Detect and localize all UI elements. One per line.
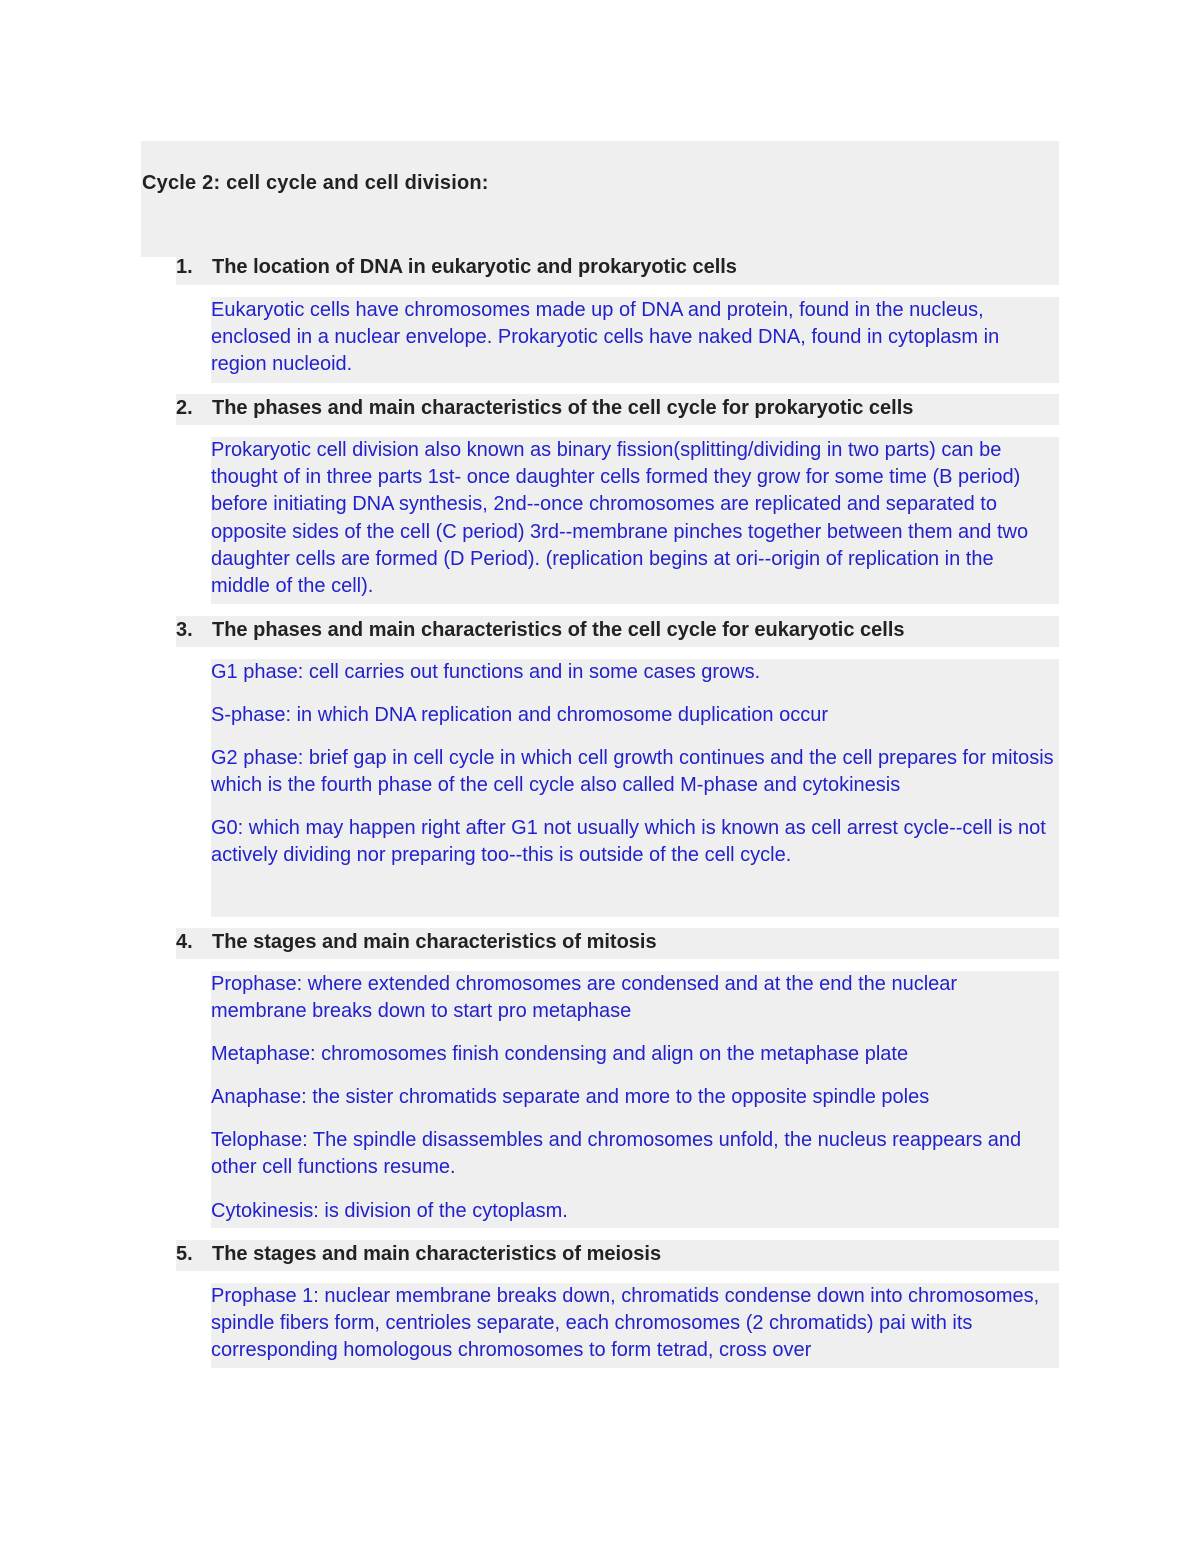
answer-3-2: S-phase: in which DNA replication and chromosome duplication occur <box>211 704 828 726</box>
answer-4-4: Telophase: The spindle disassembles and chromosomes unfold, the nucleus reappears and other cell functions resume. <box>211 1129 1022 1179</box>
answer-4-1: Prophase: where extended chromosomes are condensed and at the end the nuclear membrane breaks down to start pro metaphase <box>211 973 958 1023</box>
question-4-heading: The stages and main characteristics of mitosis <box>212 931 657 953</box>
document-title: Cycle 2: cell cycle and cell division: <box>142 172 489 194</box>
answer-3-3: G2 phase: brief gap in cell cycle in which cell growth continues and the cell prepares for mitosis which is the fourth phase of the cell cycle also called M-phase and cytokinesis <box>211 747 1054 797</box>
answer-1-1: Eukaryotic cells have chromosomes made up of DNA and protein, found in the nucleus, enclosed in a nuclear envelope. Prokaryotic cells have naked DNA, found in cytoplasm in region nucleoid. <box>211 299 1000 376</box>
question-3-number: 3. <box>176 619 193 641</box>
answer-3-4: G0: which may happen right after G1 not usually which is known as cell arrest cycle--cell is not actively dividing nor preparing too--this is outside of the cell cycle. <box>211 817 1046 867</box>
answer-5-1: Prophase 1: nuclear membrane breaks down, chromatids condense down into chromosomes, spindle fibers form, centrioles separate, each chromosomes (2 chromatids) pai with its corresponding homologous chromosomes to form tetrad, cross over <box>211 1285 1040 1362</box>
answer-4-5: Cytokinesis: is division of the cytoplasm. <box>211 1200 568 1222</box>
question-3-heading: The phases and main characteristics of the cell cycle for eukaryotic cells <box>212 619 905 641</box>
answer-4-3: Anaphase: the sister chromatids separate and more to the opposite spindle poles <box>211 1086 930 1108</box>
question-4-number: 4. <box>176 931 193 953</box>
answer-2-1: Prokaryotic cell division also known as binary fission(splitting/dividing in two parts) can be thought of in three parts 1st- once daughter cells formed they grow for some time (B period) before initiating DNA synthesis, 2nd--once chromosomes are replicated and separated to opposite sides of the cell (C period) 3rd--membrane pinches together between them and two daughter cells are formed (D Period). (replication begins at ori--origin of replication in the middle of the cell). <box>211 439 1029 598</box>
question-5-number: 5. <box>176 1243 193 1265</box>
answer-3-1: G1 phase: cell carries out functions and in some cases grows. <box>211 661 761 683</box>
question-2-heading: The phases and main characteristics of the cell cycle for prokaryotic cells <box>212 397 914 419</box>
question-1-number: 1. <box>176 256 193 278</box>
question-5-heading: The stages and main characteristics of meiosis <box>212 1243 662 1265</box>
title-highlight <box>141 141 1059 257</box>
question-1-heading: The location of DNA in eukaryotic and prokaryotic cells <box>212 256 737 278</box>
question-2-number: 2. <box>176 397 193 419</box>
answer-4-2: Metaphase: chromosomes finish condensing and align on the metaphase plate <box>211 1043 909 1065</box>
